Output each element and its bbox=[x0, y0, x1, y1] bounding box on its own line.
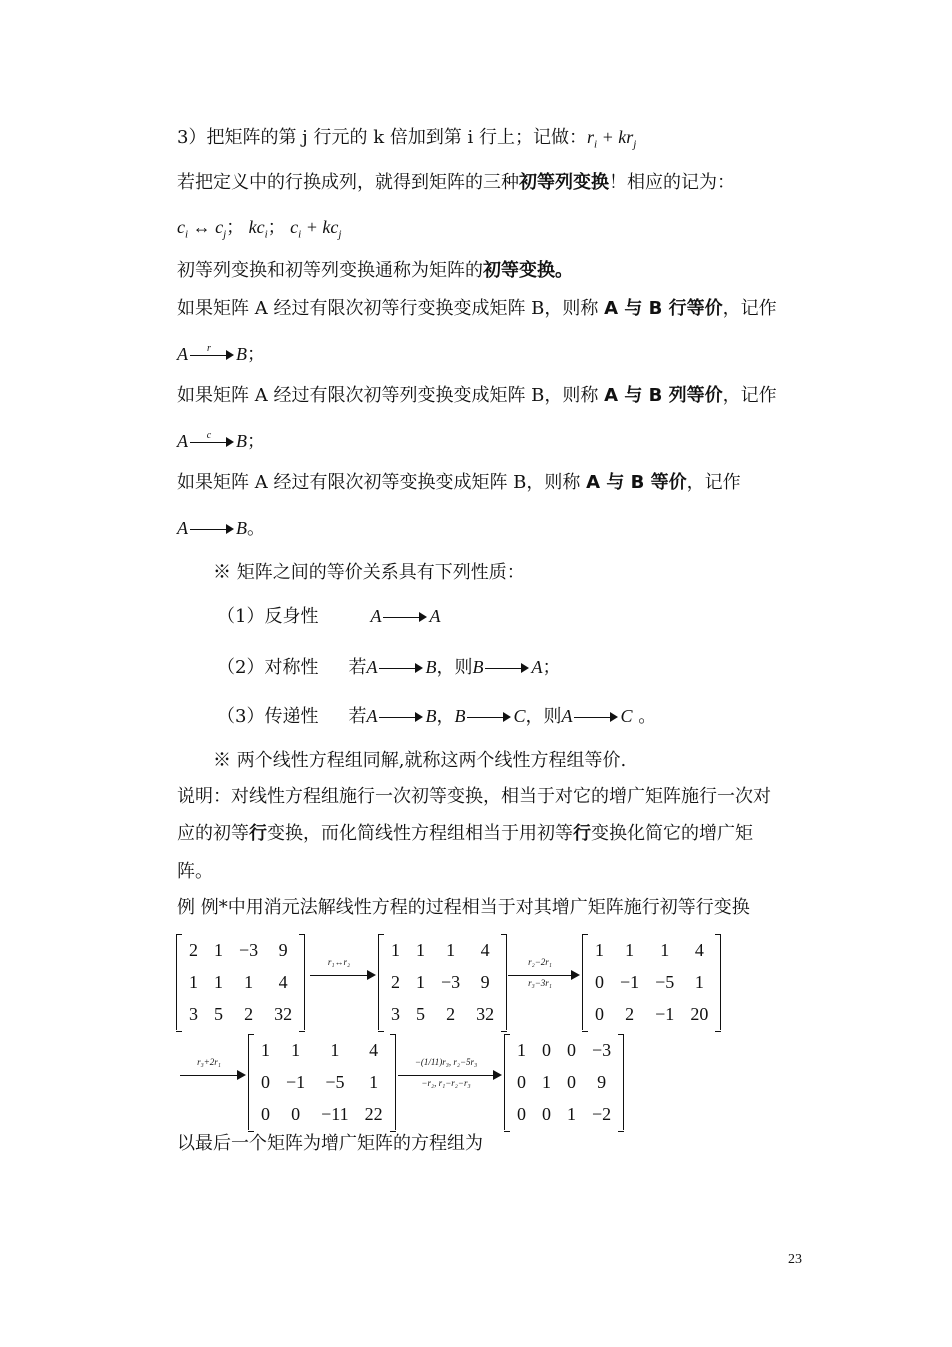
matrix-cell: −3 bbox=[592, 1039, 612, 1060]
matrix-row bbox=[509, 1066, 619, 1098]
matrix-cell: −1 bbox=[655, 1003, 675, 1024]
matrix-cell: 32 bbox=[476, 1003, 495, 1024]
bold-term: A 与 B 行等价 bbox=[604, 298, 723, 319]
line-equiv-notation: A B。 bbox=[177, 518, 265, 539]
matrix-row bbox=[509, 1098, 619, 1130]
matrix-cell: 32 bbox=[274, 1003, 293, 1024]
matrix-cell: −1 bbox=[620, 971, 640, 992]
matrix-cell: −11 bbox=[321, 1103, 349, 1124]
matrix-cell: 5 bbox=[214, 1003, 223, 1024]
matrix-cell: 3 bbox=[391, 1003, 400, 1024]
property-symmetric: （2）对称性 若A B，则B A； bbox=[217, 657, 561, 678]
matrix-cell: 2 bbox=[446, 1003, 456, 1024]
line-properties-intro: ※ 矩阵之间的等价关系具有下列性质： bbox=[213, 562, 525, 583]
text: 3）把矩阵的第 j 行元的 k 倍加到第 i 行上；记做： bbox=[177, 127, 588, 148]
matrix-cell: 22 bbox=[364, 1103, 383, 1124]
line-equiv bbox=[177, 471, 741, 495]
matrix-cell: 9 bbox=[480, 971, 490, 992]
matrix-cell: 0 bbox=[261, 1103, 270, 1124]
property-transitive: （3）传递性 若A B，B C，则A C 。 bbox=[217, 706, 657, 727]
matrix-row bbox=[253, 1034, 391, 1066]
text: 如果矩阵 A 经过有限次初等列变换变成矩阵 B，则称 bbox=[177, 385, 605, 406]
matrix-cell: 1 bbox=[214, 971, 223, 992]
text: （3）传递性 bbox=[217, 706, 319, 727]
text: ，记作 bbox=[722, 298, 777, 319]
text: ，记作 bbox=[722, 385, 777, 406]
matrix-cell: 1 bbox=[416, 971, 425, 992]
formula-ri-krj: $r_i + kr_j$ bbox=[587, 127, 637, 151]
line-note-2: 应的初等行变换，而化简线性方程组相当于用初等行变换化简它的增广矩 bbox=[177, 823, 753, 844]
matrix-cell: 2 bbox=[244, 1003, 254, 1024]
text: 若把定义中的行换成列，就得到矩阵的三种 bbox=[177, 172, 519, 193]
matrix-row bbox=[181, 966, 300, 998]
line-row-equiv-notation: A r B； bbox=[177, 343, 265, 365]
matrix-cell: 1 bbox=[244, 971, 254, 992]
matrix-cell: 9 bbox=[278, 939, 288, 960]
matrix-cell: 0 bbox=[291, 1103, 301, 1124]
matrix-cell: 1 bbox=[595, 939, 604, 960]
matrix-cell: 1 bbox=[330, 1039, 340, 1060]
matrix-cell: 1 bbox=[660, 939, 670, 960]
text: ！相应的记为： bbox=[609, 172, 735, 193]
text: （2）对称性 bbox=[217, 657, 319, 678]
matrix-cell: 1 bbox=[567, 1103, 576, 1124]
text: 如果矩阵 A 经过有限次初等行变换变成矩阵 B，则称 bbox=[177, 298, 605, 319]
matrix-cell: 5 bbox=[416, 1003, 425, 1024]
matrix-cell: 1 bbox=[517, 1039, 526, 1060]
line-row-op-3 bbox=[177, 125, 636, 157]
line-column-ops bbox=[177, 171, 735, 195]
matrix-5 bbox=[504, 1034, 624, 1130]
matrix-cell: 4 bbox=[480, 939, 490, 960]
matrix-cell: 0 bbox=[595, 971, 604, 992]
arrow-elim-2: r₃+2r₁ bbox=[180, 1066, 246, 1086]
matrix-row bbox=[253, 1098, 391, 1130]
arrow bbox=[383, 612, 427, 622]
matrix-cell: 4 bbox=[369, 1039, 379, 1060]
page-number: 23 bbox=[788, 1252, 802, 1267]
text: （1）反身性 bbox=[217, 606, 319, 627]
text: 如果矩阵 A 经过有限次初等变换变成矩阵 B，则称 bbox=[177, 472, 587, 493]
arrow bbox=[379, 663, 423, 673]
line-system-equiv: ※ 两个线性方程组同解,就称这两个线性方程组等价. bbox=[213, 750, 627, 771]
line-note-3: 阵。 bbox=[177, 861, 213, 882]
matrix-row bbox=[587, 966, 716, 998]
matrix-cell: −5 bbox=[655, 971, 675, 992]
matrix-1 bbox=[176, 934, 305, 1030]
matrix-cell: −1 bbox=[286, 1071, 306, 1092]
matrix-cell: 1 bbox=[694, 971, 704, 992]
line-column-notation: $c_i$ ↔ $c_j$； $kc_i$； $c_i + kc_j$ bbox=[177, 217, 342, 241]
matrix-cell: 0 bbox=[261, 1071, 270, 1092]
matrix-cell: 4 bbox=[694, 939, 704, 960]
arrow-r: r bbox=[190, 350, 234, 360]
arrow bbox=[467, 712, 511, 722]
matrix-cell: 0 bbox=[567, 1039, 576, 1060]
matrix-cell: 0 bbox=[542, 1039, 551, 1060]
arrow-swap: r₁↔r₂ bbox=[310, 966, 376, 986]
line-elementary-def bbox=[177, 259, 573, 283]
matrix-cell: −3 bbox=[441, 971, 461, 992]
arrow bbox=[485, 663, 529, 673]
text: ，记作 bbox=[686, 472, 741, 493]
matrix-cell: 4 bbox=[278, 971, 288, 992]
matrix-row bbox=[181, 998, 300, 1030]
matrix-cell: 20 bbox=[690, 1003, 709, 1024]
matrix-cell: −3 bbox=[239, 939, 259, 960]
matrix-cell: −2 bbox=[592, 1103, 612, 1124]
line-row-equiv bbox=[177, 297, 777, 321]
matrix-row bbox=[383, 966, 502, 998]
matrix-cell: 1 bbox=[291, 1039, 301, 1060]
property-reflexive: （1）反身性 A A bbox=[217, 606, 441, 627]
line-final: 以最后一个矩阵为增广矩阵的方程组为 bbox=[177, 1133, 483, 1154]
matrix-cell: 2 bbox=[189, 939, 198, 960]
matrix-cell: 0 bbox=[567, 1071, 576, 1092]
matrix-cell: 9 bbox=[597, 1071, 607, 1092]
line-col-equiv bbox=[177, 384, 777, 408]
arrow bbox=[190, 524, 234, 534]
matrix-cell: 1 bbox=[416, 939, 425, 960]
bold-term: A 与 B 列等价 bbox=[604, 385, 723, 406]
matrix-row bbox=[509, 1034, 619, 1066]
line-col-equiv-notation: A c B； bbox=[177, 430, 265, 452]
matrix-cell: 0 bbox=[517, 1103, 526, 1124]
matrix-cell: 1 bbox=[542, 1071, 551, 1092]
matrix-cell: 0 bbox=[542, 1103, 551, 1124]
matrix-cell: 1 bbox=[261, 1039, 270, 1060]
matrix-2 bbox=[378, 934, 507, 1030]
matrix-cell: 1 bbox=[369, 1071, 379, 1092]
matrix-cell: 0 bbox=[517, 1071, 526, 1092]
matrix-row bbox=[253, 1066, 391, 1098]
matrix-cell: 2 bbox=[625, 1003, 635, 1024]
matrix-4 bbox=[248, 1034, 396, 1130]
matrix-cell: 2 bbox=[391, 971, 400, 992]
matrix-row bbox=[383, 934, 502, 966]
line-note-1: 说明：对线性方程组施行一次初等变换，相当于对它的增广矩阵施行一次对 bbox=[177, 786, 771, 807]
matrix-row bbox=[587, 998, 716, 1030]
matrix-cell: 1 bbox=[446, 939, 456, 960]
matrix-3 bbox=[582, 934, 721, 1030]
bold-term: 初等变换。 bbox=[483, 260, 573, 281]
matrix-row bbox=[587, 934, 716, 966]
text: 初等列变换和初等列变换通称为矩阵的 bbox=[177, 260, 483, 281]
arrow-c: c bbox=[190, 437, 234, 447]
bold-term: A 与 B 等价 bbox=[586, 472, 687, 493]
line-example: 例 例*中用消元法解线性方程的过程相当于对其增广矩阵施行初等行变换 bbox=[177, 897, 750, 918]
matrix-cell: 0 bbox=[595, 1003, 604, 1024]
matrix-cell: 1 bbox=[189, 971, 198, 992]
arrow bbox=[574, 712, 618, 722]
matrix-row bbox=[383, 998, 502, 1030]
matrix-row bbox=[181, 934, 300, 966]
matrix-cell: 1 bbox=[391, 939, 400, 960]
arrow bbox=[379, 712, 423, 722]
matrix-cell: 1 bbox=[625, 939, 635, 960]
matrix-cell: 1 bbox=[214, 939, 223, 960]
matrix-cell: 3 bbox=[189, 1003, 198, 1024]
matrix-cell: −5 bbox=[325, 1071, 345, 1092]
arrow-elim-1: r₂−2r₁ r₃−3r₁ bbox=[508, 966, 580, 986]
bold-term: 初等列变换 bbox=[519, 172, 609, 193]
arrow-elim-3: −(1/11)r₃, r₂−5r₃ −r₂, r₁−r₂−r₃ bbox=[398, 1066, 502, 1086]
